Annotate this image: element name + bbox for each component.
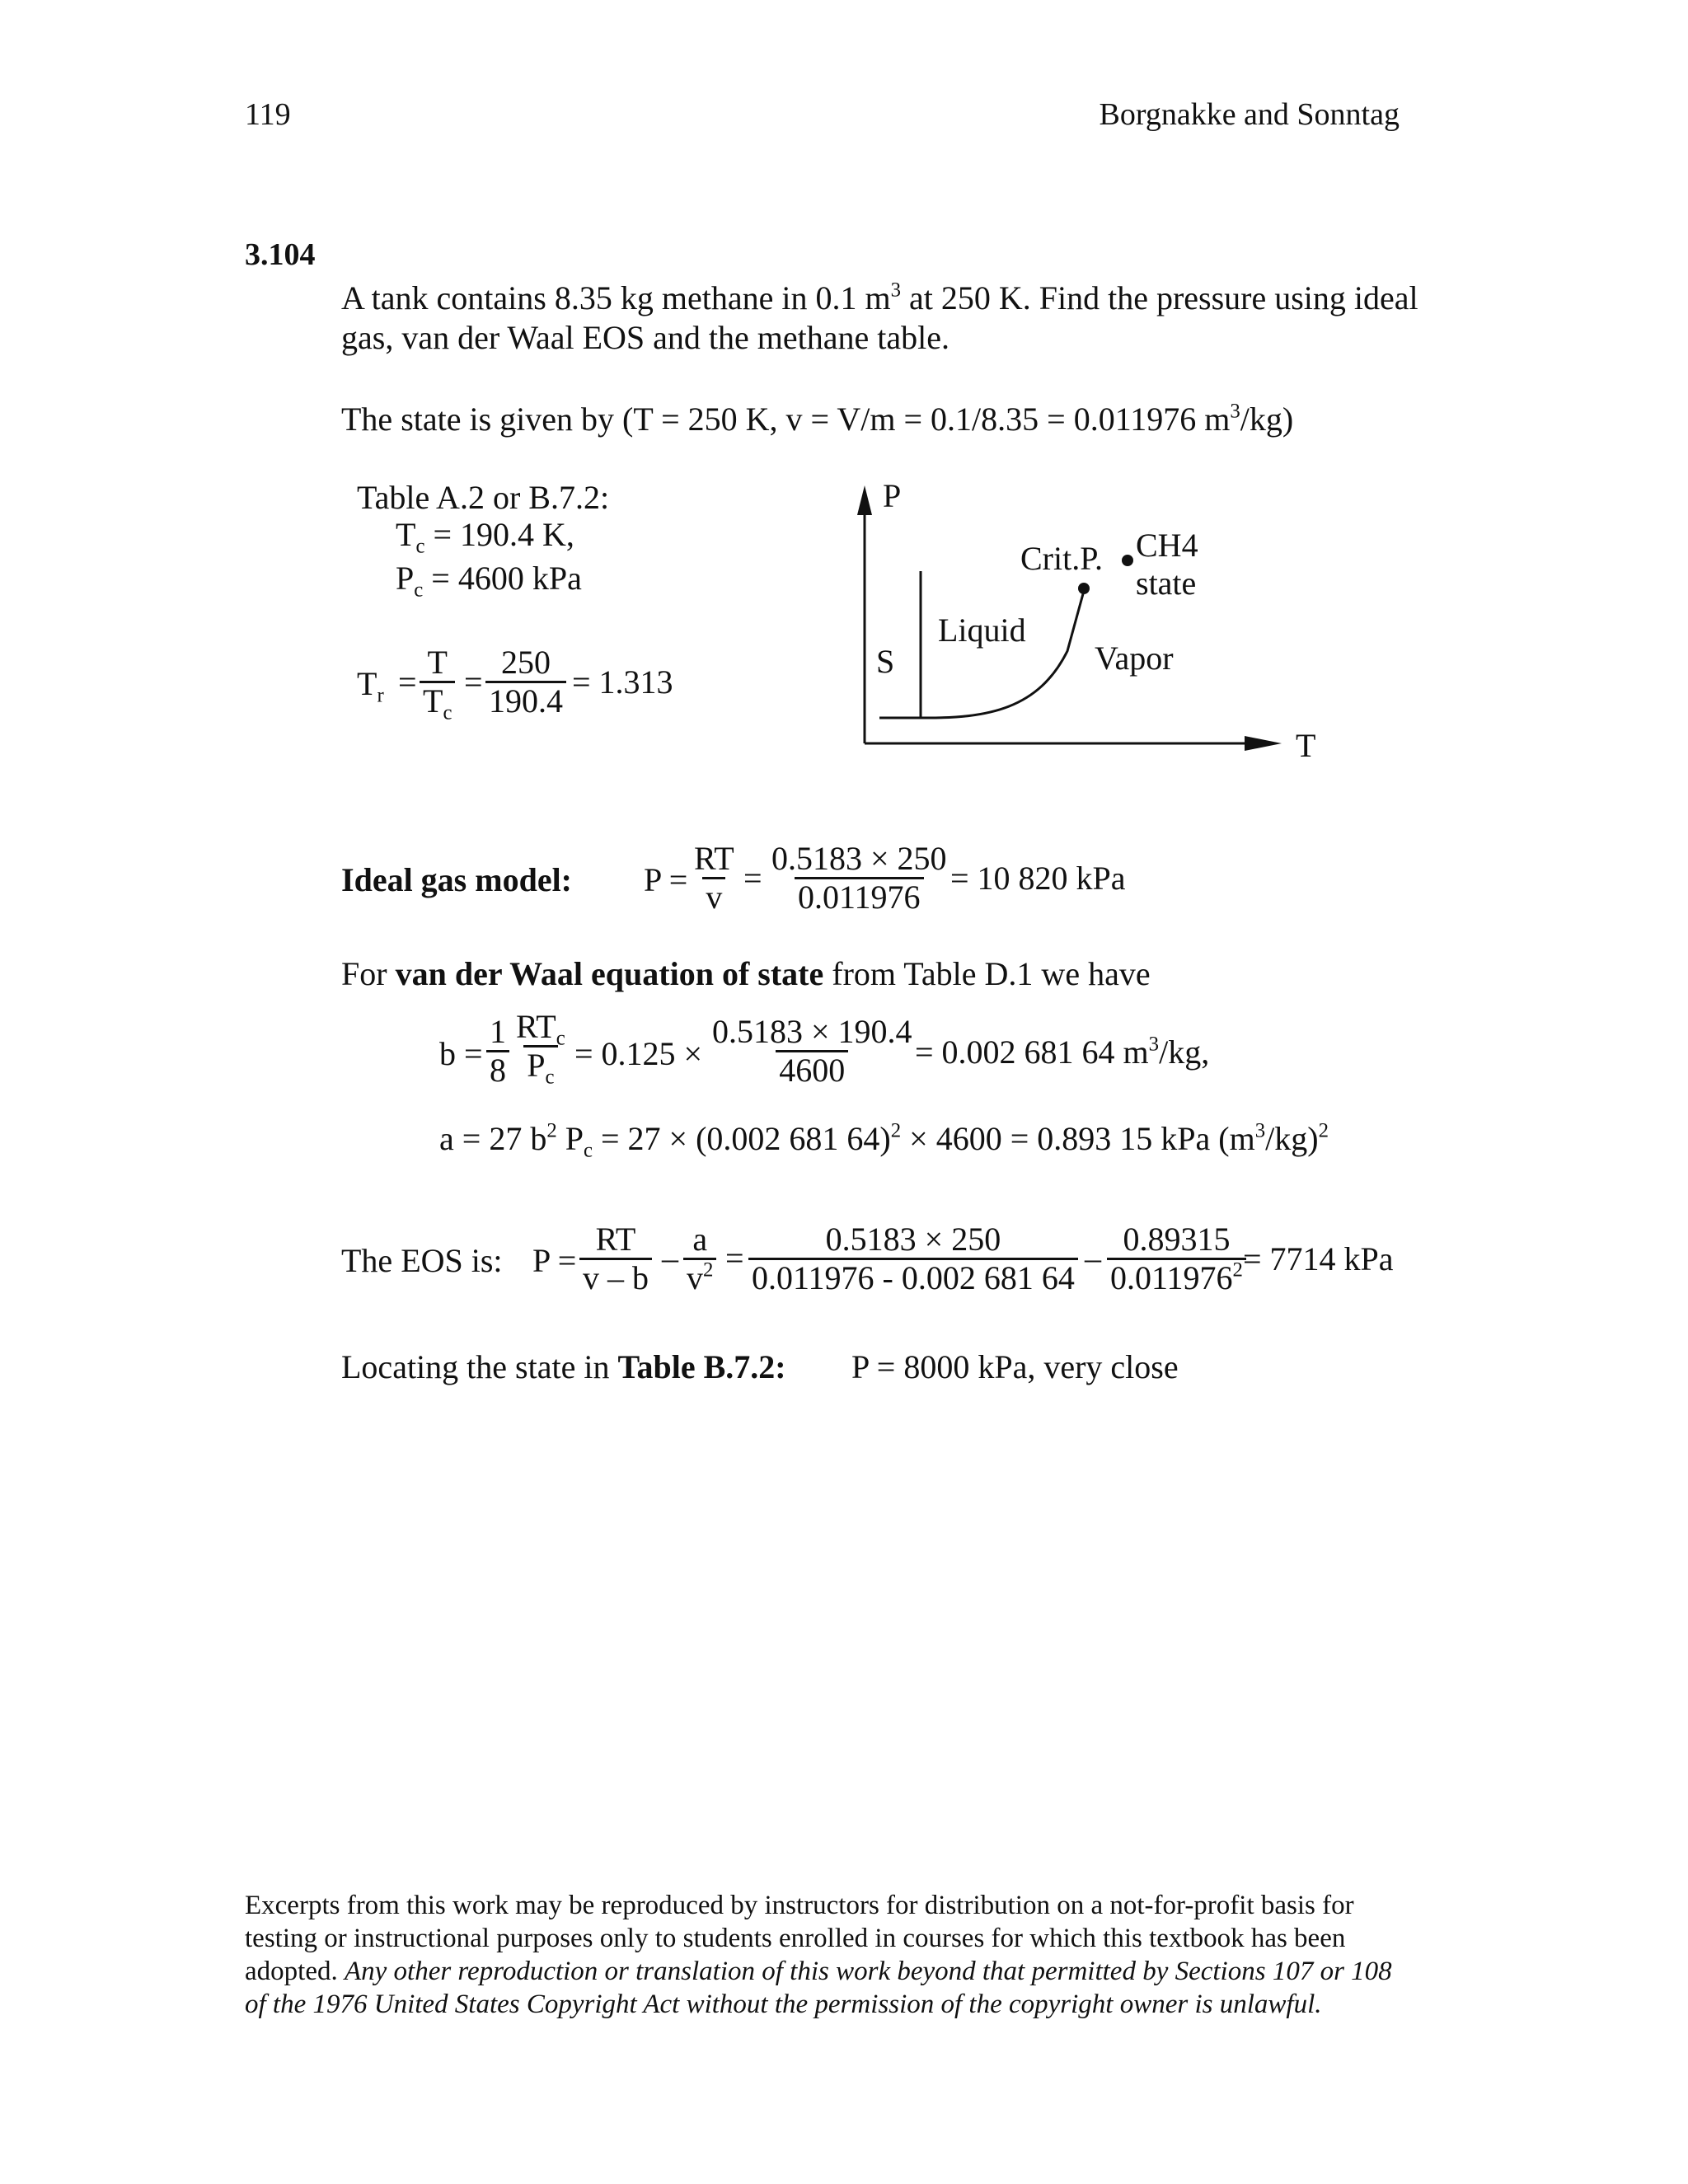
p-axis-arrowhead [857,485,872,515]
tr-fraction-symbolic: $\frac{T}{T_c}$ [420,644,455,719]
eos-fraction-rt: $\frac{RT}{v - b}$ [579,1221,652,1296]
table-lookup-text: Locating the state in Table B.7.2: [341,1348,786,1385]
eos-equals: = [725,1240,744,1277]
eos-fraction-numeric-2: $\frac{0.89315}{0.011976^2}$ [1107,1221,1246,1296]
footer-line-2: testing or instructional purposes only to students enrolled in courses for which this textbook has been [245,1924,1346,1953]
eos-fraction-numeric-1: $\frac{0.5183 \times 250}{0.011976 - 0.002 681 64}$ [748,1221,1078,1296]
vdw-a-equation: a = 27 $b^2$ $P_c = 27 \times (0.002$ 681 64)$^2$ × 4600 = 0.893 15 kPa $(m^3/kg)^2$ [439,1119,1329,1162]
critical-temperature: $T_c = 190.4$ K, [396,516,574,558]
vdw-b-result: = 0.002 681 64 $m^3/kg$, [915,1033,1210,1071]
footer-line-3: adopted. Any other reproduction or translation of this work beyond that permitted by Sections 107 or 108 [245,1957,1392,1986]
tr-equals: = [398,663,417,701]
phase-diagram [824,478,1352,758]
critical-pressure: $P_c = 4600$ kPa [396,560,582,602]
t-axis-arrowhead [1245,736,1282,751]
solid-region-label: S [876,643,895,680]
eos-lhs: P = [532,1242,577,1279]
vdw-b-coefficient: = 0.125 × [574,1035,703,1072]
tr-fraction-numeric: $\frac{250}{190.4}$ [485,644,566,719]
ideal-gas-fraction-numeric: $\frac{0.5183 \times 250}{0.011976}$ [771,840,947,916]
p-axis-label: P [883,477,902,514]
eos-fraction-a: $\frac{a}{v^2}$ [683,1221,716,1296]
problem-statement-line-1: A tank contains 8.35 kg methane in 0.1 $m^3$ at 250 K. Find the pressure using ideal [341,279,1418,316]
table-reference: Table A.2 or B.7.2: [357,479,610,516]
vdw-b-lhs: b = [439,1035,483,1072]
liquid-region-label: Liquid [938,612,1026,649]
eos-minus-2: – [1085,1240,1101,1277]
ideal-gas-equals: = [743,860,762,897]
vdw-b-fraction-3: $\frac{0.5183 \times 190.4}{4600}$ [712,1013,912,1089]
ideal-gas-fraction-symbolic: $\frac{RT}{v}$ [694,840,734,916]
vdw-intro: For van der Waal equation of state from Table D.1 we have [341,955,1151,992]
ch4-state-label-1: CH4 [1136,527,1198,564]
ideal-gas-lhs: P = [644,861,688,898]
vaporization-curve [921,591,1084,718]
problem-statement-line-2: gas, van der Waal EOS and the methane table. [341,319,950,356]
ideal-gas-result: = 10 820 kPa [950,860,1126,897]
footer-line-1: Excerpts from this work may be reproduced by instructors for distribution on a not-for-profit basis for [245,1891,1354,1920]
tr-lhs: $T_r$ [357,665,384,707]
tr-result: = 1.313 [572,663,673,701]
critical-point-label: Crit.P. [1020,540,1104,577]
vdw-b-fraction-2: $RT_c$ $P_c$ [516,1008,565,1089]
problem-number: 3.104 [245,237,316,272]
running-header-authors: Borgnakke and Sonntag [1099,97,1400,132]
ch4-state-label-2: state [1136,565,1197,602]
critical-point-marker [1078,583,1090,594]
eos-result: = 7714 kPa [1243,1240,1394,1277]
table-lookup-result: P = 8000 kPa, very close [851,1348,1179,1385]
ideal-gas-label: Ideal gas model: [341,861,572,898]
vapor-region-label: Vapor [1095,640,1174,677]
page-number: 119 [245,97,291,132]
eos-label: The EOS is: [341,1242,503,1279]
eos-minus-1: – [662,1240,678,1277]
t-axis-label: T [1296,727,1316,764]
state-definition: The state is given by (T = 250 K, v = V/m = 0.1/8.35 = 0.011976 $m^3/kg$) [341,400,1294,438]
footer-line-4: of the 1976 United States Copyright Act without the permission of the copyright owner is unlawful. [245,1990,1322,2019]
ch4-state-marker [1122,555,1133,566]
vdw-b-fraction-1: $\frac{1}{8}$ [486,1014,509,1089]
tr-equals-2: = [464,663,483,701]
